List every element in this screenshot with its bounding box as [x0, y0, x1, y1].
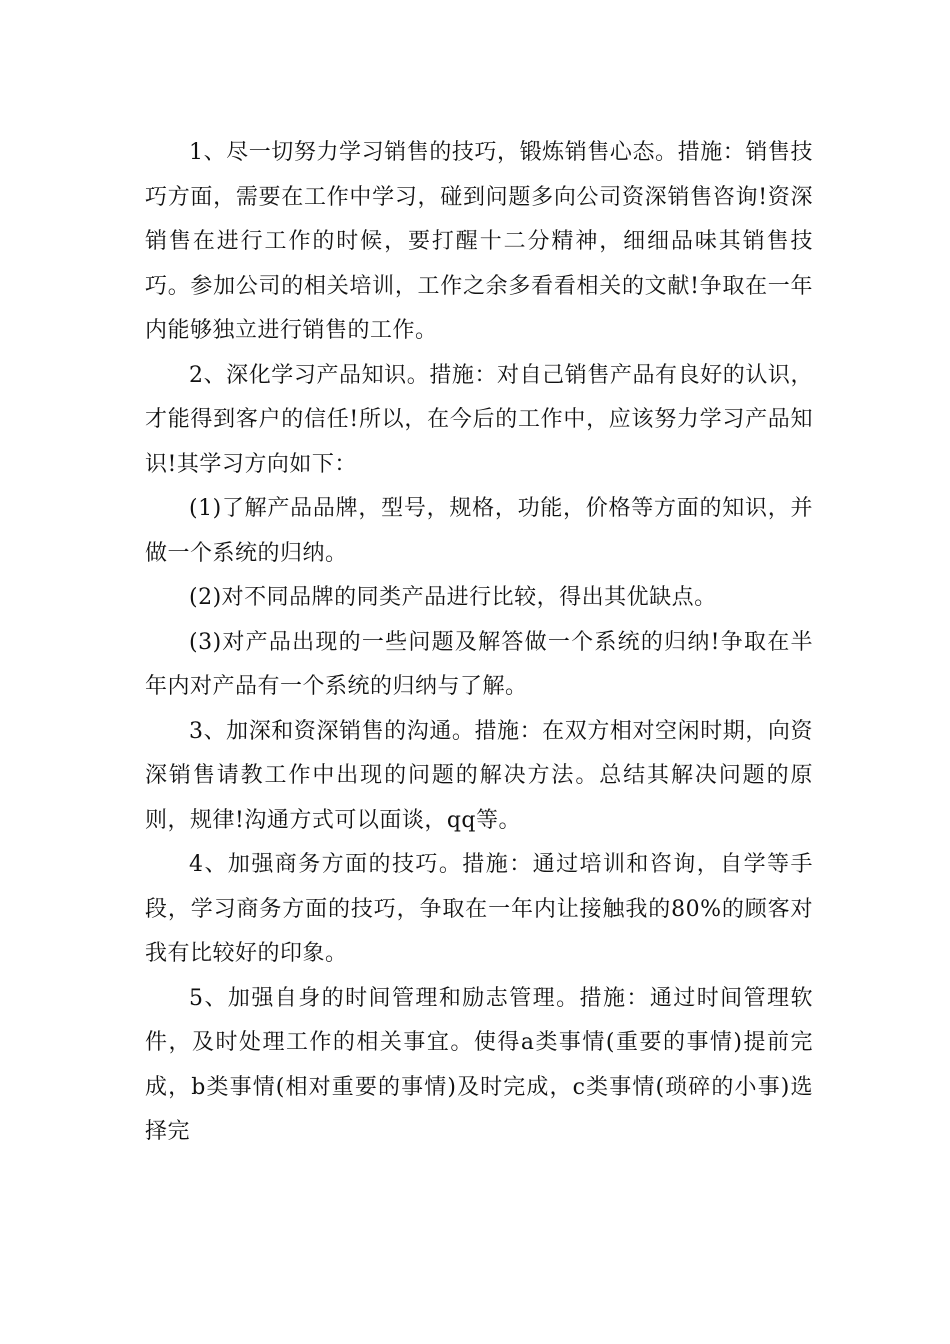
paragraph-subitem-3: (3)对产品出现的一些问题及解答做一个系统的归纳!争取在半年内对产品有一个系统的归纳与了解。: [145, 629, 813, 699]
document-body: [145, 131, 813, 1155]
paragraph-item-3: 3、加深和资深销售的沟通。措施：在双方相对空闲时期，向资深销售请教工作中出现的问题的解决方法。总结其解决问题的原则，规律!沟通方式可以面谈，qq等。: [145, 718, 813, 833]
paragraph-item-1: 1、尽一切努力学习销售的技巧，锻炼销售心态。措施：销售技巧方面，需要在工作中学习，碰到问题多向公司资深销售咨询!资深销售在进行工作的时候，要打醒十二分精神，细细品味其销售技巧。参加公司的相关培训，工作之余多看看相关的文献!争取在一年内能够独立进行销售的工作。: [145, 140, 813, 343]
paragraph-item-5: 5、加强自身的时间管理和励志管理。措施：通过时间管理软件，及时处理工作的相关事宜。使得a类事情(重要的事情)提前完成，b类事情(相对重要的事情)及时完成，c类事情(琐碎的小事)选择完: [145, 985, 813, 1144]
paragraph-subitem-2: (2)对不同品牌的同类产品进行比较，得出其优缺点。: [189, 585, 717, 610]
paragraph-item-2: 2、深化学习产品知识。措施：对自己销售产品有良好的认识，才能得到客户的信任!所以，在今后的工作中，应该努力学习产品知识!其学习方向如下：: [145, 362, 813, 477]
paragraph-subitem-1: (1)了解产品品牌，型号，规格，功能，价格等方面的知识，并做一个系统的归纳。: [145, 496, 813, 566]
paragraph-item-4: 4、加强商务方面的技巧。措施：通过培训和咨询，自学等手段，学习商务方面的技巧，争取在一年内让接触我的80%的顾客对我有比较好的印象。: [145, 852, 813, 966]
